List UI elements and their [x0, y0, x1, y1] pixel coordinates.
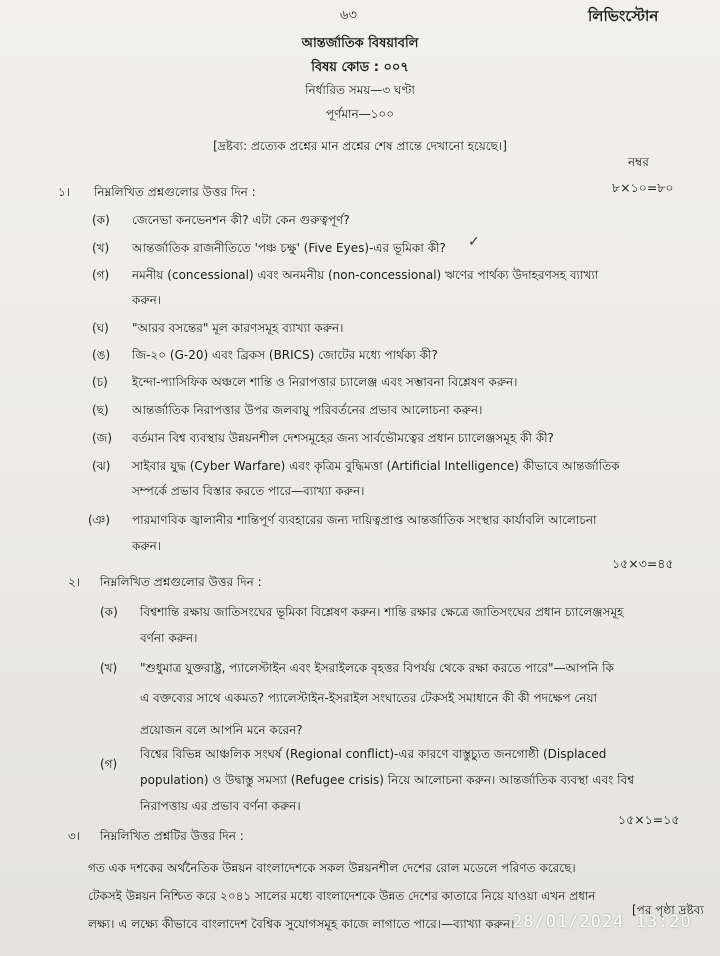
photo-timestamp: 28/01/2024 13:20: [512, 912, 692, 932]
subject-code: বিষয় কোড : ০০৭: [311, 60, 409, 75]
q2-item-text: বিশ্বশান্তি রক্ষায় জাতিসংঘের ভূমিকা বিশ্লেষণ করুন। শান্তি রক্ষার ক্ষেত্রে জাতিসংঘের প্রধান চ্যালেঞ্জসমূহ: [140, 605, 624, 619]
q2-item-text-cont: নিরাপত্তায় এর প্রভাব বর্ণনা করুন।: [140, 799, 301, 813]
pen-tick-mark-icon: ✓: [468, 234, 480, 250]
next-page-note: [পর পৃষ্ঠা দ্রষ্টব্য: [632, 903, 704, 917]
q3-text-cont: লক্ষ্য। এ লক্ষ্যে কীভাবে বাংলাদেশ বৈশ্বিক সুযোগসমূহ কাজে লাগাতে পারে।—ব্যাখ্যা করুন।: [88, 917, 515, 931]
q2-item-text: বিশ্বের বিভিন্ন আঞ্চলিক সংঘর্ষ (Regional conflict)-এর কারণে বাস্তুচ্যুত জনগোষ্ঠী (Displaced: [140, 747, 607, 761]
q2-title: নিম্নলিখিত প্রশ্নগুলোর উত্তর দিন :: [100, 575, 262, 589]
q3-number: ৩।: [68, 829, 81, 843]
q1-item-label: (চ): [92, 375, 108, 389]
q2-item-label: (খ): [100, 661, 118, 675]
q2-number: ২।: [68, 575, 81, 589]
q1-item-label: (খ): [92, 241, 110, 255]
q1-item-label: (ছ): [92, 403, 109, 417]
q1-number: ১।: [58, 185, 71, 199]
q1-item-text-cont: করুন।: [132, 293, 162, 307]
q1-item-text-cont: করুন।: [132, 539, 162, 553]
q1-item-text: জেনেভা কনভেনশন কী? এটা কেন গুরুত্বপূর্ণ?: [132, 213, 350, 227]
q1-item-text: ইন্দো-প্যাসিফিক অঞ্চলে শান্তি ও নিরাপত্তার চ্যালেঞ্জ এবং সম্ভাবনা বিশ্লেষণ করুন।: [132, 375, 518, 389]
q1-item-label: (জ): [92, 431, 113, 445]
exam-subject: আন্তর্জাতিক বিষয়াবলি: [301, 36, 419, 51]
instruction-note: [দ্রষ্টব্য: প্রত্যেক প্রশ্নের মান প্রশ্নের শেষ প্রান্তে দেখানো হয়েছে।]: [213, 139, 507, 153]
q1-item-text: "আরব বসন্তের" মূল কারণসমূহ ব্যাখ্যা করুন।: [132, 321, 344, 335]
full-marks: পূর্ণমান—১০০: [325, 107, 395, 121]
q3-text-cont: টেকসই উন্নয়ন নিশ্চিত করে ২০৪১ সালের মধ্যে বাংলাদেশকে উন্নত দেশের কাতারে নিয়ে যাওয়া এখন প্রধান: [88, 889, 596, 903]
q1-title: নিম্নলিখিত প্রশ্নগুলোর উত্তর দিন :: [94, 185, 256, 199]
q2-marks: ১৫×৩=৪৫: [612, 556, 674, 571]
q1-item-text: পারমাণবিক জ্বালানীর শান্তিপূর্ণ ব্যবহারের জন্য দায়িত্বপ্রাপ্ত আন্তর্জাতিক সংস্থার কার্যাবলি আলোচনা: [132, 513, 597, 527]
q2-item-text-cont: প্রয়োজন বলে আপনি মনে করেন?: [140, 723, 303, 737]
q1-item-text: আন্তর্জাতিক রাজনীতিতে 'পঞ্চ চক্ষু' (Five Eyes)-এর ভূমিকা কী?: [132, 241, 446, 255]
q1-item-text: আন্তর্জাতিক নিরাপত্তার উপর জলবায়ু পরিবর্তনের প্রভাব আলোচনা করুন।: [132, 403, 483, 417]
q1-item-label: (ঞ): [88, 513, 111, 527]
page-number: ৬৩: [340, 8, 357, 23]
q1-item-text-cont: সম্পর্কে প্রভাব বিস্তার করতে পারে—ব্যাখ্যা করুন।: [132, 484, 365, 498]
q1-item-label: (ঙ): [92, 348, 111, 362]
q1-item-text: সাইবার যুদ্ধ (Cyber Warfare) এবং কৃত্রিম বুদ্ধিমত্তা (Artificial Intelligence) কীভাবে আন্তর্জাতিক: [132, 459, 620, 473]
q1-item-text: জি-২০ (G-20) এবং ব্রিকস (BRICS) জোটের মধ্যে পার্থক্য কী?: [132, 348, 438, 362]
publisher-name: লিভিংস্টোন: [588, 7, 659, 25]
q3-marks: ১৫×১=১৫: [618, 812, 680, 827]
marks-column-heading: নম্বর: [628, 155, 649, 169]
q1-item-text: নমনীয় (concessional) এবং অনমনীয় (non-concessional) ঋণের পার্থক্য উদাহরণসহ ব্যাখ্যা: [132, 268, 599, 282]
q1-item-text: বর্তমান বিশ্ব ব্যবস্থায় উন্নয়নশীল দেশসমূহের জন্য সার্বভৌমত্বের প্রধান চ্যালেঞ্জসমূহ কী কী?: [132, 431, 554, 445]
q1-item-label: (গ): [92, 268, 110, 282]
q1-item-label: (ঝ): [92, 459, 111, 473]
q2-item-label: (ক): [100, 605, 118, 619]
q2-item-text-cont: population) ও উদ্বাস্তু সমস্যা (Refugee crisis) নিয়ে আলোচনা করুন। আন্তর্জাতিক ব্যবস্থা এবং বিশ্ব: [140, 773, 635, 787]
q2-item-text: "শুধুমাত্র যুক্তরাষ্ট্র, প্যালেস্টাইন এবং ইসরাইলকে বৃহত্তর বিপর্যয় থেকে রক্ষা করতে পারে"—আপনি কি: [140, 661, 614, 675]
q1-marks: ৮×১০=৮০: [612, 180, 674, 195]
q3-text: গত এক দশকের অর্থনৈতিক উন্নয়ন বাংলাদেশকে সকল উন্নয়নশীল দেশের রোল মডেলে পরিণত করেছে।: [88, 861, 576, 875]
q1-item-label: (ঘ): [92, 321, 109, 335]
q2-item-text-cont: এ বক্তব্যের সাথে একমত? প্যালেস্টাইন-ইসরাইল সংঘাতের টেকসই সমাধানে কী কী পদক্ষেপ নেয়া: [140, 691, 597, 705]
exam-time: নির্ধারিত সময়—৩ ঘণ্টা: [305, 83, 415, 97]
q1-item-label: (ক): [92, 213, 110, 227]
q2-item-text-cont: বর্ণনা করুন।: [140, 631, 198, 645]
q2-item-label: (গ): [100, 757, 118, 771]
q3-title: নিম্নলিখিত প্রশ্নটির উত্তর দিন :: [100, 829, 244, 843]
